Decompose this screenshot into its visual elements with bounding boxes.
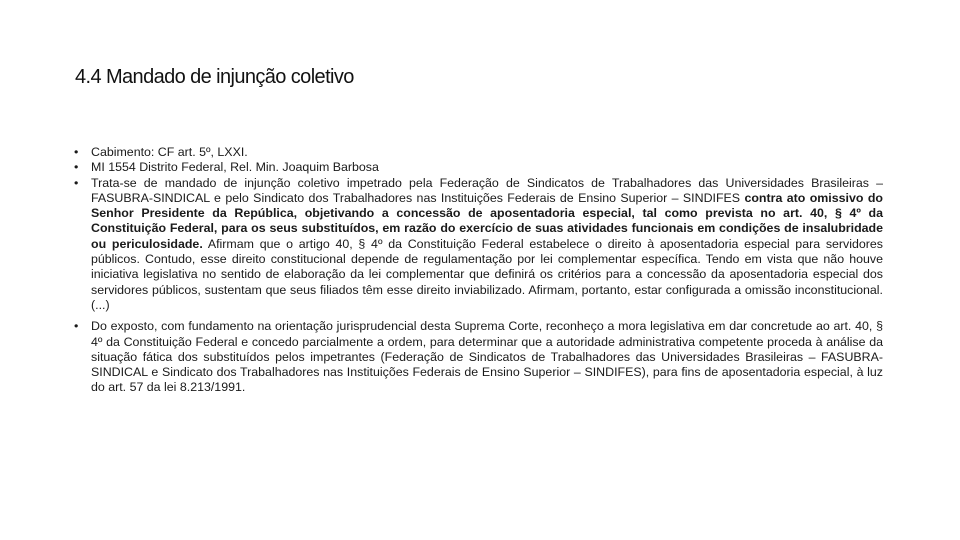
bullet-text: Do exposto, com fundamento na orientação jurisprudencial desta Suprema Corte, reconheço a mora legislativa em dar concretude ao art. 40, § 4º da Constituição Federal e concedo parcialmente a ordem, para determinar que a autoridade administrativa competente proceda à análise da situação fática dos substituídos pelos impetrantes (Federação de Sindicatos de Trabalhadores das Universidades Brasileiras – FASUBRA-SINDICAL e Sindicato dos Trabalhadores nas Instituições Federais de Ensino Superior – SINDIFES), para fins de aposentadoria especial, à luz do art. 57 da lei 8.213/1991. — [91, 319, 883, 395]
bullet-item-mi-1554 — [74, 160, 883, 175]
bullet-marker: • — [74, 160, 79, 175]
bullet-text: Cabimento: CF art. 5º, LXXI. — [91, 145, 248, 159]
bullet-marker: • — [74, 319, 79, 334]
bullet-marker: • — [74, 145, 79, 159]
bullet-item-trata-se — [74, 176, 883, 314]
bullet-marker: • — [74, 175, 79, 190]
bullet-text-part2: Afirmam que o artigo 40, § 4º da Constituição Federal estabelece o direito à aposentadoria especial para servidores públicos. Contudo, esse direito constitucional depende de regulamentação por lei complementar específica. Tendo em vista que não houve iniciativa legislativa no sentido de elaboração da lei complementar que definirá os critérios para a concessão da aposentadoria especial dos servidores públicos, sustentam que seus filiados têm esse direito inviabilizado. Afirmam, portanto, estar configurada a omissão inconstitucional. (...) — [91, 236, 883, 312]
bullet-text-part1: Trata-se de mandado de injunção coletivo impetrado pela Federação de Sindicatos de Trabalhadores das Universidades Brasileiras – FASUBRA-SINDICAL e pelo Sindicato dos Trabalhadores nas Instituições Federais de Ensino Superior – SINDIFES — [91, 175, 883, 205]
bullet-text: MI 1554 Distrito Federal, Rel. Min. Joaquim Barbosa — [91, 160, 379, 175]
bullet-list — [74, 145, 883, 400]
bullet-text-bold: contra ato omissivo do Senhor Presidente da República, objetivando a concessão de aposentadoria especial, tal como prevista no art. 40, § 4º da Constituição Federal, para os seus substituídos, em razão do exercício de suas atividades funcionais em condições de insalubridade ou periculosidade. — [91, 190, 883, 251]
slide-title: 4.4 Mandado de injunção coletivo — [75, 66, 354, 88]
bullet-item-do-exposto — [74, 319, 883, 395]
bullet-item-cabimento — [74, 145, 883, 160]
